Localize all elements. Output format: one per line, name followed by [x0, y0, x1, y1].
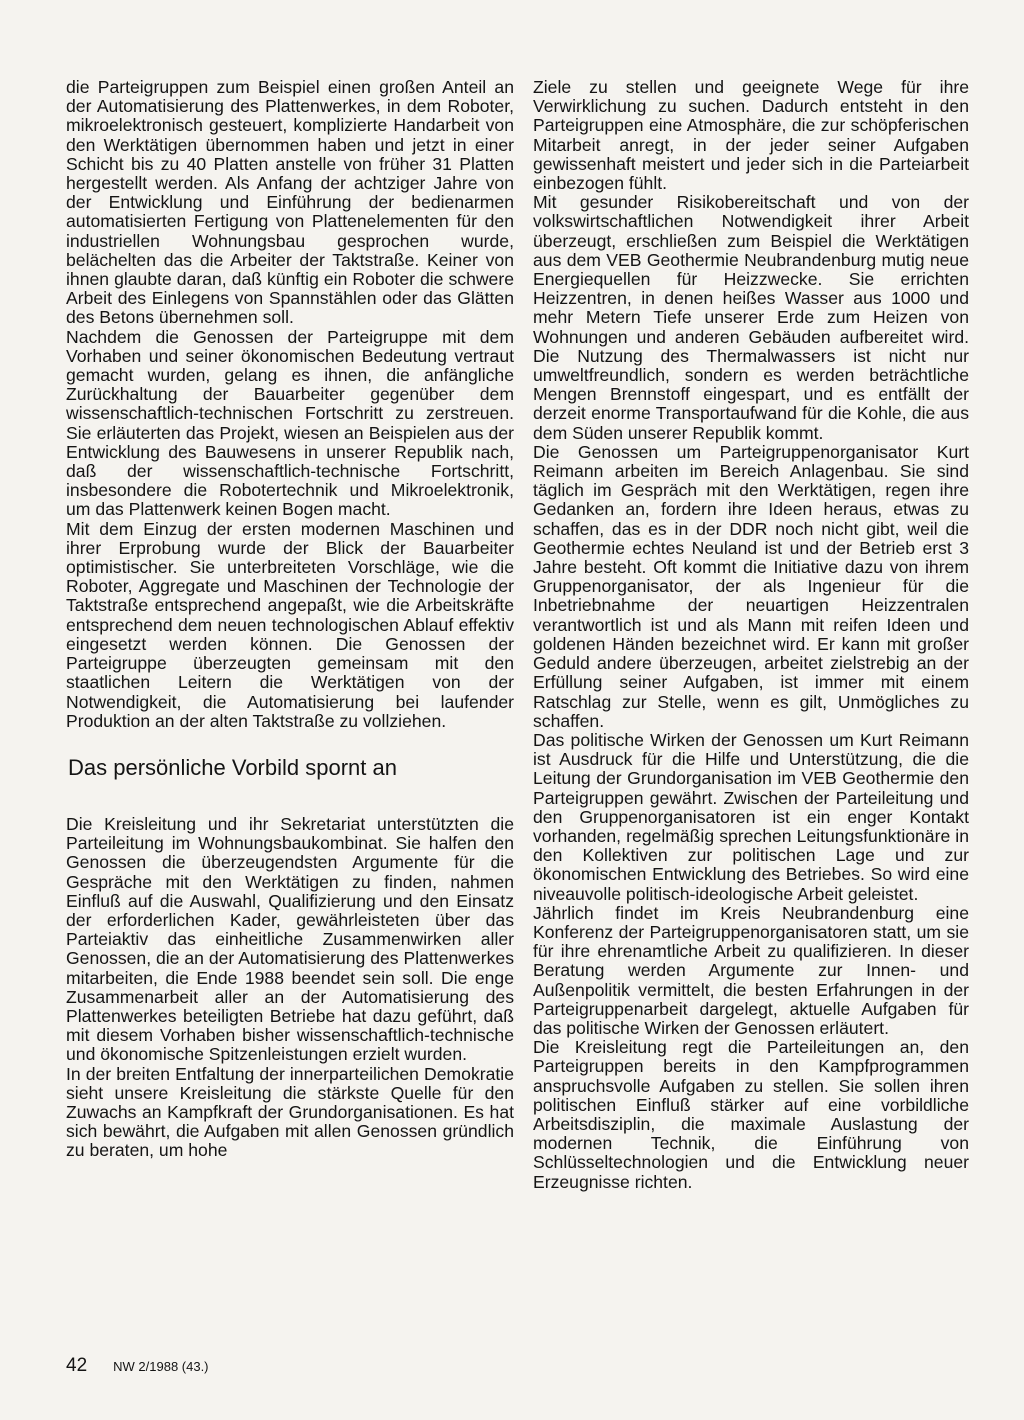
section-heading: Das persönliche Vorbild spornt an [68, 754, 397, 780]
page-footer [66, 1356, 209, 1377]
paragraph: In der breiten Entfaltung der innerparteilichen Demokratie sieht unsere Kreisleitung die stärkste Quelle für den Zuwachs an Kampfkraft der Grundorganisationen. Es hat sich bewährt, die Aufgaben mit allen Genossen gründlich zu beraten, um hohe [66, 1063, 514, 1161]
page-number: 42 [66, 1355, 88, 1376]
left-column [66, 78, 514, 1161]
paragraph: Die Kreisleitung und ihr Sekretariat unterstützten die Parteileitung im Wohnungsbaukombinat. Sie halfen den Genossen die überzeugendsten Argumente für die Gespräche mit den Werktätigen zu finden, nahmen Einfluß auf die Auswahl, Qualifizierung und den Einsatz der erforderlichen Kader, gewährleisteten über das Parteiaktiv das einheitliche Zusammenwirken aller Genossen, die an der Automatisierung des Plattenwerkes mitarbeiten, die Ende 1988 beendet sein soll. Die enge Zusammenarbeit aller an der Automatisierung des Plattenwerkes beteiligten Betriebe hat dazu geführt, daß mit diesem Vorhaben bisher wissenschaftlich-technische und ökonomische Spitzenleistungen erzielt wurden. [66, 813, 514, 1065]
issue-label: NW 2/1988 (43.) [113, 1359, 209, 1374]
paragraph: Mit dem Einzug der ersten modernen Maschinen und ihrer Erprobung wurde der Blick der Bauarbeiter optimistischer. Sie unterbreiteten Vorschläge, wie die Roboter, Aggregate und Maschinen der Technologie der Taktstraße entsprechend angepaßt, wie die Arbeitskräfte entsprechend dem neuen technologischen Ablauf effektiv eingesetzt werden können. Die Genossen der Parteigruppe überzeugten gemeinsam mit den staatlichen Leitern die Werktätigen von der Notwendigkeit, die Automatisierung bei laufender Produktion an der alten Taktstraße zu vollziehen. [66, 518, 514, 731]
paragraph: Ziele zu stellen und geeignete Wege für ihre Verwirklichung zu suchen. Dadurch entsteht in den Parteigruppen eine Atmosphäre, die zur schöpferischen Mitarbeit anregt, in der jeder seiner Aufgaben gewissenhaft meistert und jeder sich in die Parteiarbeit einbezogen fühlt. [533, 77, 969, 194]
paragraph: Nachdem die Genossen der Parteigruppe mit dem Vorhaben und seiner ökonomischen Bedeutung vertraut gemacht wurden, gelang es ihnen, die anfängliche Zurückhaltung der Bauarbeiter gegenüber dem wissenschaftlich-technischen Fortschritt zu zerstreuen. Sie erläuterten das Projekt, wiesen an Beispielen aus der Entwicklung des Bauwesens in unserer Republik nach, daß der wissenschaftlich-technische Fortschritt, insbesondere die Robotertechnik und Mikroelektronik, um das Plattenwerk keinen Bogen macht. [66, 326, 514, 520]
paragraph: Mit gesunder Risikobereitschaft und von der volkswirtschaftlichen Notwendigkeit ihrer Arbeit überzeugt, erschließen zum Beispiel die Werktätigen aus dem VEB Geothermie Neubrandenburg mutig neue Energiequellen für Heizzwecke. Sie errichten Heizzentren, in denen heißes Wasser aus 1000 und mehr Metern Tiefe unserer Erde zum Heizen von Wohnungen und anderen Gebäuden aufbereitet wird. Die Nutzung des Thermalwassers ist nicht nur umweltfreundlich, sondern es werden beträchtliche Mengen Brennstoff eingespart, und es entfällt der derzeit enorme Transportaufwand für die Kohle, die aus dem Süden unserer Republik kommt. [533, 192, 969, 443]
paragraph: Das politische Wirken der Genossen um Kurt Reimann ist Ausdruck für die Hilfe und Unterstützung, die die Leitung der Grundorganisation im VEB Geothermie den Parteigruppen gewährt. Zwischen der Parteileitung und den Gruppenorganisatoren ist ein enger Kontakt vorhanden, regelmäßig sprechen Leitungsfunktionäre in den Kollektiven zur politischen Lage und zur ökonomischen Entwicklung des Betriebes. So wird eine niveauvolle politisch-ideologische Arbeit geleistet. [533, 729, 969, 904]
paragraph: Jährlich findet im Kreis Neubrandenburg eine Konferenz der Parteigruppenorganisatoren statt, um sie für ihre ehrenamtliche Arbeit zu qualifizieren. In dieser Beratung werden Argumente zur Innen- und Außenpolitik vermittelt, die besten Erfahrungen in der Parteigruppenarbeit dargelegt, aktuelle Aufgaben für das politische Wirken der Genossen erläutert. [533, 902, 969, 1038]
paragraph: Die Genossen um Parteigruppenorganisator Kurt Reimann arbeiten im Bereich Anlagenbau. Sie sind täglich im Gespräch mit den Werktätigen, regen ihre Gedanken an, fordern ihre Ideen heraus, etwas zu schaffen, das es in der DDR noch nicht gibt, weil die Geothermie echtes Neuland ist und der Betrieb erst 3 Jahre besteht. Oft kommt die Initiative dazu von ihrem Gruppenorganisator, der als Ingenieur für die Inbetriebnahme der neuartigen Heizzentralen verantwortlich ist und als Mann mit reifen Ideen und goldenen Händen bezeichnet wird. Er kann mit großer Geduld andere überzeugen, arbeitet zielstrebig an der Erfüllung seiner Aufgaben, ist immer mit einem Ratschlag zur Stelle, wenn es gilt, Unmögliches zu schaffen. [533, 441, 969, 731]
paragraph: die Parteigruppen zum Beispiel einen großen Anteil an der Automatisierung des Plattenwerkes, in dem Roboter, mikroelektronisch gesteuert, komplizierte Handarbeit von den Werktätigen übernommen haben und jetzt in einer Schicht bis zu 40 Platten anstelle von früher 31 Platten hergestellt werden. Als Anfang der achtziger Jahre von der Entwicklung und Einführung der bedienarmen automatisierten Fertigung von Plattenelementen für den industriellen Wohnungsbau gesprochen wurde, belächelten das die Arbeiter der Taktstraße. Keiner von ihnen glaubte daran, daß künftig ein Roboter die schwere Arbeit des Einlegens von Spannstählen oder das Glätten des Betons übernehmen soll. [66, 77, 514, 328]
paragraph: Die Kreisleitung regt die Parteileitungen an, den Parteigruppen bereits in den Kampfprogrammen anspruchsvolle Aufgaben zu stellen. Sie sollen ihren politischen Einfluß stärker auf eine vorbildliche Arbeitsdisziplin, die maximale Auslastung der modernen Technik, die Einführung von Schlüsseltechnologien und die Entwicklung neuer Erzeugnisse richten. [533, 1037, 969, 1192]
right-column [533, 78, 969, 1192]
